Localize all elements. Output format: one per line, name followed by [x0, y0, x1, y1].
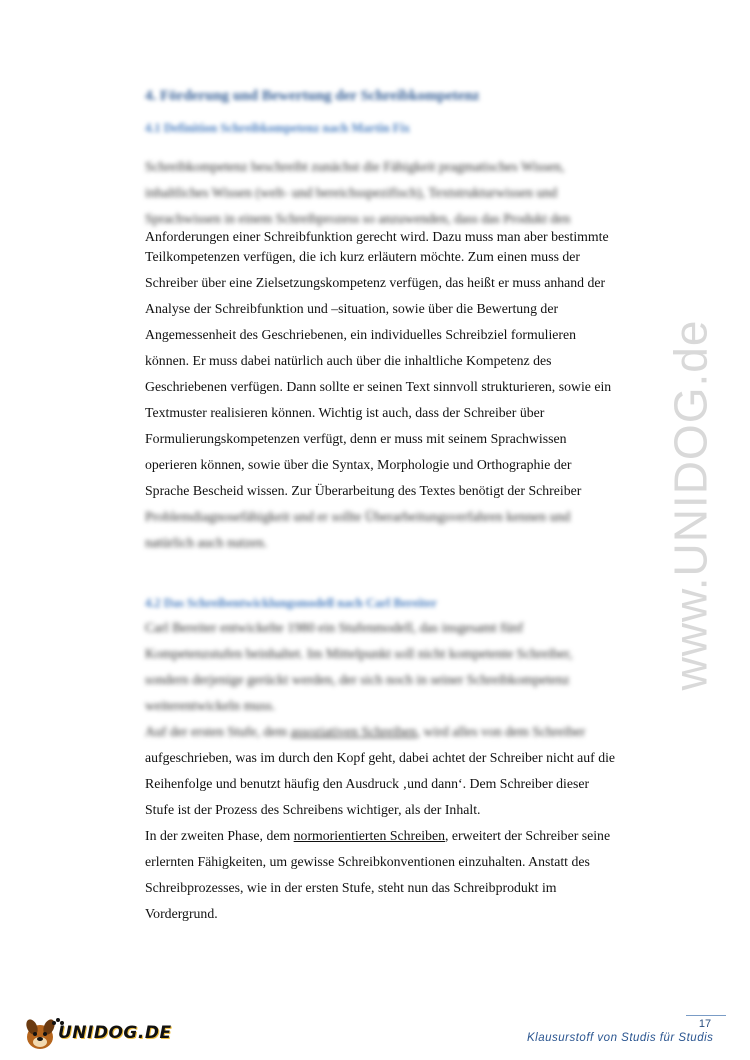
text-line: Schreiber über eine Zielsetzungskompetenz verfügen, das heißt er muss anhand der: [145, 275, 606, 290]
text-line: erlernten Fähigkeiten, um gewisse Schreibkonventionen einzuhalten. Anstatt des: [145, 854, 590, 869]
text-line: Sprache Bescheid wissen. Zur Überarbeitung des Textes benötigt der Schreiber: [145, 483, 582, 498]
text-line: Angemessenheit des Geschriebenen, ein individuelles Schreibziel formulieren: [145, 327, 577, 342]
text-line: operieren können, sowie über die Syntax, Morphologie und Orthographie der: [145, 457, 572, 472]
section-heading-4-2: 4.2 Das Schreibentwicklungsmodell nach Carl Bereiter: [145, 596, 437, 610]
logo-text: UNIDOG.DE: [58, 1023, 172, 1043]
text-line: sondern derjenige gerückt werden, der sich noch in seiner Schreibkompetenz: [145, 672, 570, 687]
text-line: Problemdiagnosefähigkeit und er sollte Überarbeitungsverfahren kennen und: [145, 509, 571, 524]
text-line: natürlich auch nutzen.: [145, 535, 268, 550]
page-content: [145, 88, 660, 927]
text-line: Analyse der Schreibfunktion und –situation, sowie über die Bewertung der: [145, 301, 559, 316]
text-line: Vordergrund.: [145, 906, 218, 921]
text-line: Carl Bereiter entwickelte 1980 ein Stufenmodell, das insgesamt fünf: [145, 620, 524, 635]
text-line: Sprachwissen in einem Schreibprozess so anzuwenden, dass das Produkt den: [145, 211, 571, 226]
text-line: Stufe ist der Prozess des Schreibens wichtiger, als der Inhalt.: [145, 802, 481, 817]
footer-tagline: Klausurstoff von Studis für Studis: [527, 1032, 714, 1044]
text-line-stage2: In der zweiten Phase, dem normorientierten Schreiben, erweitert der Schreiber seine: [145, 828, 611, 843]
watermark: www.UNIDOG.de: [664, 319, 717, 691]
term-norm-oriented-writing: normorientierten Schreiben: [293, 828, 445, 843]
text-line: Reihenfolge und benutzt häufig den Ausdruck ‚und dann‘. Dem Schreiber dieser: [145, 776, 590, 791]
text-line-stage1: Auf der ersten Stufe, dem assoziativen Schreiben, wird alles von dem Schreiber: [145, 724, 586, 739]
footer-divider: [686, 1015, 726, 1016]
text-line: Schreibprozesses, wie in der ersten Stufe, steht nun das Schreibprodukt im: [145, 880, 557, 895]
text-line: Geschriebenen verfügen. Dann sollte er seinen Text sinnvoll strukturieren, sowie ein: [145, 379, 612, 394]
text-line: Formulierungskompetenzen verfügt, denn er muss mit seinem Sprachwissen: [145, 431, 567, 446]
text-line: Anforderungen einer Schreibfunktion gerecht wird. Dazu muss man aber bestimmte: [145, 229, 609, 244]
paragraph-definition: [145, 154, 660, 556]
text-line: können. Er muss dabei natürlich auch über die inhaltliche Kompetenz des: [145, 353, 552, 368]
text-line: Teilkompetenzen verfügen, die ich kurz erläutern möchte. Zum einen muss der: [145, 249, 581, 264]
paragraph-bereiter: [145, 615, 660, 927]
term-associative-writing: assoziativen Schreiben: [290, 724, 417, 739]
chapter-heading: 4. Förderung und Bewertung der Schreibkompetenz: [145, 88, 480, 104]
section-heading-4-1: 4.1 Definition Schreibkompetenz nach Martin Fix: [145, 121, 411, 135]
page-number: 17: [698, 1018, 712, 1030]
text-line: aufgeschrieben, was im durch den Kopf geht, dabei achtet der Schreiber nicht auf die: [145, 750, 616, 765]
text-line: weiterentwickeln muss.: [145, 698, 276, 713]
text-line: Kompetenzstufen beinhaltet. Im Mittelpunkt soll nicht kompetente Schreiber,: [145, 646, 573, 661]
text-line: inhaltliches Wissen (welt- und bereichsspezifisch), Textstrukturwissen und: [145, 185, 558, 200]
text-line: Textmuster realisieren können. Wichtig ist auch, dass der Schreiber über: [145, 405, 545, 420]
text-line: Schreibkompetenz beschreibt zunächst die Fähigkeit pragmatisches Wissen,: [145, 159, 565, 174]
